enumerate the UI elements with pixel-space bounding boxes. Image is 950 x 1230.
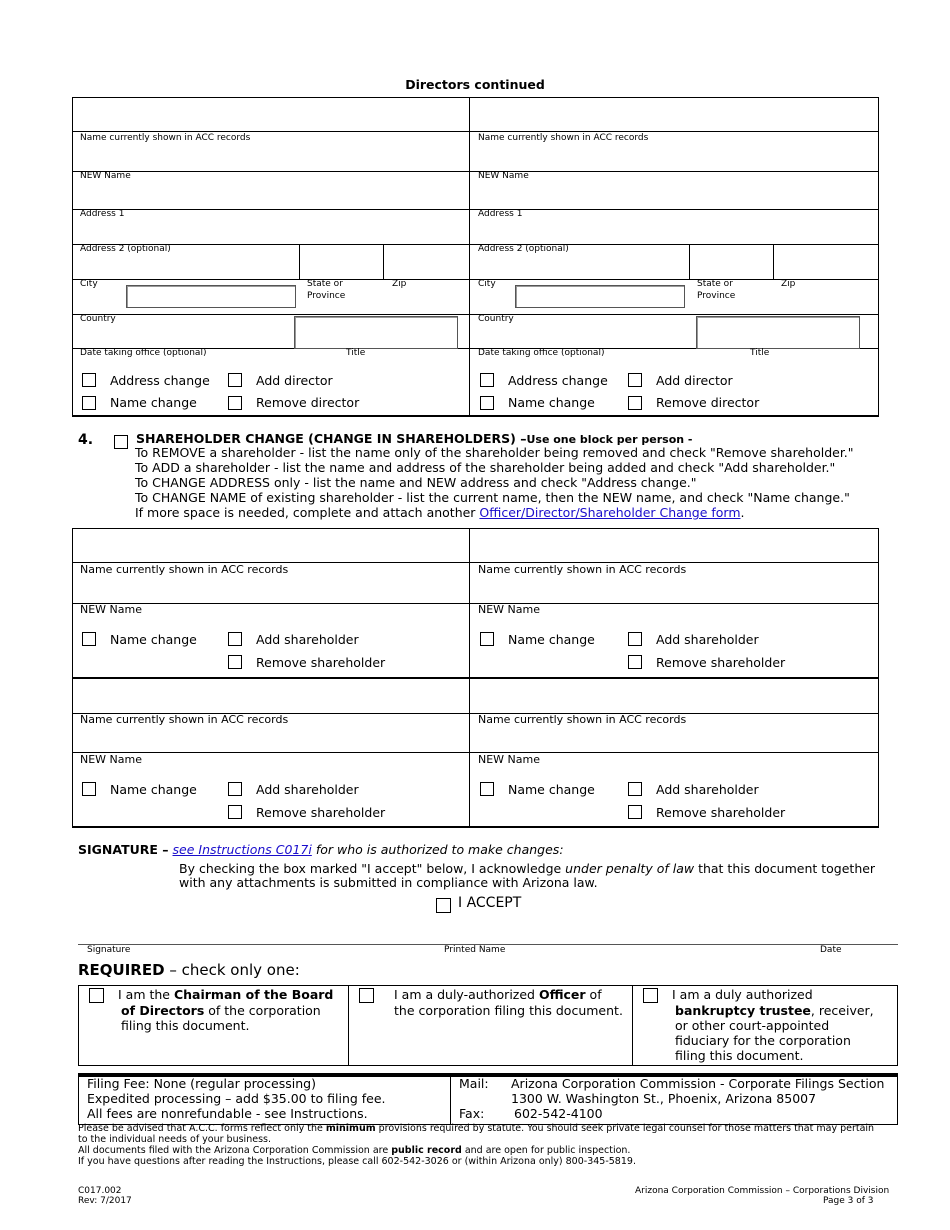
label-province-right: Province: [697, 291, 736, 301]
name-change-label-right: Name change: [508, 395, 595, 410]
instruction-more-space: [135, 505, 745, 520]
address-change-checkbox-left[interactable]: [82, 373, 96, 387]
label-address2-right: Address 2 (optional): [478, 244, 569, 254]
label-city-left: City: [80, 279, 98, 289]
section-heading-note: Use one block per person -: [526, 433, 693, 446]
mail-label: Mail:: [459, 1076, 489, 1091]
chairman-checkbox[interactable]: [89, 988, 104, 1003]
note1-b: minimum: [325, 1123, 376, 1134]
sh2-add-shareholder-checkbox-left[interactable]: [228, 782, 242, 796]
shareholder-change-checkbox[interactable]: [114, 435, 128, 449]
remove-director-checkbox-right[interactable]: [628, 396, 642, 410]
acknowledge-line1: [179, 861, 875, 876]
signature-heading: [78, 842, 564, 857]
sh1-add-shareholder-checkbox-left[interactable]: [228, 632, 242, 646]
address-change-label-right: Address change: [508, 373, 608, 388]
ack-emphasis: under penalty of law: [565, 861, 695, 876]
sh2-current-name-label-right: Name currently shown in ACC records: [478, 713, 687, 726]
expedited-fee: Expedited processing – add $35.00 to filing fee.: [87, 1091, 386, 1106]
name-change-label-left: Name change: [110, 395, 197, 410]
officer-l1-b: Officer: [538, 987, 586, 1002]
trustee-l2-b: , receiver,: [810, 1003, 874, 1018]
agency-name: Arizona Corporation Commission – Corporations Division: [635, 1186, 890, 1196]
sh1-add-shareholder-checkbox-right[interactable]: [628, 632, 642, 646]
sh1-current-name-label-right: Name currently shown in ACC records: [478, 563, 687, 576]
label-zip-right: Zip: [781, 279, 796, 289]
label-date-office-right: Date taking office (optional): [478, 348, 605, 358]
trustee-line3: or other court-appointed: [675, 1018, 830, 1033]
sh2-add-shareholder-label-left: Add shareholder: [256, 782, 359, 797]
label-country-right: Country: [478, 314, 514, 324]
sh1-name-change-label-left: Name change: [110, 632, 197, 647]
city-input-left[interactable]: [126, 285, 296, 308]
label-date-office-left: Date taking office (optional): [80, 348, 207, 358]
note-questions: If you have questions after reading the Instructions, please call 602-542-3026 or (within Arizona only) 800-345-5819.: [78, 1156, 636, 1167]
note-public-record: [78, 1145, 630, 1156]
country-input-right[interactable]: [696, 316, 860, 349]
remove-director-label-left: Remove director: [256, 395, 360, 410]
officer-l1-a: I am a duly-authorized: [394, 987, 539, 1002]
note3-a: All documents filed with the Arizona Corporation Commission are: [78, 1145, 392, 1156]
note1-c: provisions required by statute. You should seek private legal counsel for those matters that may pertain: [375, 1123, 875, 1134]
label-title-left: Title: [346, 348, 366, 358]
label-zip-left: Zip: [392, 279, 407, 289]
trustee-l2-a: bankruptcy trustee: [675, 1003, 811, 1018]
label-new-name-left: NEW Name: [80, 171, 131, 181]
sh2-add-shareholder-checkbox-right[interactable]: [628, 782, 642, 796]
label-city-right: City: [478, 279, 496, 289]
fax-number: 602-542-4100: [514, 1106, 603, 1121]
instruction-change-address: To CHANGE ADDRESS only - list the name and NEW address and check "Address change.": [135, 475, 697, 490]
section-heading-main: SHAREHOLDER CHANGE (CHANGE IN SHAREHOLDERS) –: [136, 431, 527, 446]
sh2-remove-shareholder-label-right: Remove shareholder: [656, 805, 786, 820]
sh2-remove-shareholder-checkbox-left[interactable]: [228, 805, 242, 819]
label-title-right: Title: [750, 348, 770, 358]
add-director-checkbox-left[interactable]: [228, 373, 242, 387]
page-title: Directors continued: [405, 77, 545, 92]
add-director-checkbox-right[interactable]: [628, 373, 642, 387]
note1-a: Please be advised that A.C.C. forms reflect only the: [78, 1123, 326, 1134]
ack-part1: By checking the box marked "I accept" below, I acknowledge: [179, 861, 566, 876]
fees-nonrefundable: All fees are nonrefundable - see Instructions.: [87, 1106, 368, 1121]
label-country-left: Country: [80, 314, 116, 324]
instruction-add: To ADD a shareholder - list the name and address of the shareholder being added and check "Add shareholder.": [135, 460, 836, 475]
label-province-left: Province: [307, 291, 346, 301]
required-heading: [78, 961, 300, 979]
chairman-l2-b: of the corporation: [204, 1003, 321, 1018]
add-director-label-right: Add director: [656, 373, 733, 388]
officer-line1: [394, 987, 602, 1002]
sh2-current-name-label-left: Name currently shown in ACC records: [80, 713, 289, 726]
sh2-new-name-label-left: NEW Name: [80, 753, 143, 766]
sh2-remove-shareholder-checkbox-right[interactable]: [628, 805, 642, 819]
signature-label: SIGNATURE –: [78, 842, 169, 857]
sh2-remove-shareholder-label-left: Remove shareholder: [256, 805, 386, 820]
note-minimum: [78, 1123, 874, 1134]
chairman-l2-a: of Directors: [121, 1003, 205, 1018]
label-address1-left: Address 1: [80, 209, 125, 219]
sh2-name-change-label-left: Name change: [110, 782, 197, 797]
filing-fee: Filing Fee: None (regular processing): [87, 1076, 316, 1091]
signature-suffix: for who is authorized to make changes:: [315, 842, 564, 857]
more-space-prefix: If more space is needed, complete and attach another: [135, 505, 480, 520]
label-state-right: State or: [697, 279, 733, 289]
label-current-name-left: Name currently shown in ACC records: [80, 133, 251, 143]
required-subtitle: – check only one:: [169, 961, 300, 979]
more-space-suffix: .: [740, 505, 745, 520]
sh1-remove-shareholder-label-left: Remove shareholder: [256, 655, 386, 670]
chairman-l1-a: I am the: [118, 987, 174, 1002]
label-state-left: State or: [307, 279, 343, 289]
sh1-add-shareholder-label-left: Add shareholder: [256, 632, 359, 647]
label-new-name-right: NEW Name: [478, 171, 529, 181]
sh1-current-name-label-left: Name currently shown in ACC records: [80, 563, 289, 576]
i-accept-checkbox[interactable]: [436, 898, 451, 913]
address-change-checkbox-right[interactable]: [480, 373, 494, 387]
trustee-line1: I am a duly authorized: [672, 987, 813, 1002]
trustee-line5: filing this document.: [675, 1048, 804, 1063]
fax-label: Fax:: [459, 1106, 485, 1121]
label-current-name-right: Name currently shown in ACC records: [478, 133, 649, 143]
sh1-remove-shareholder-checkbox-right[interactable]: [628, 655, 642, 669]
sh1-remove-shareholder-label-right: Remove shareholder: [656, 655, 786, 670]
trustee-line2: [675, 1003, 874, 1018]
printed-name-line-label: Printed Name: [444, 945, 506, 955]
sh1-new-name-label-right: NEW Name: [478, 603, 541, 616]
label-address1-right: Address 1: [478, 209, 523, 219]
name-change-checkbox-left[interactable]: [82, 396, 96, 410]
trustee-checkbox[interactable]: [643, 988, 658, 1003]
mail-line1: Arizona Corporation Commission - Corporate Filings Section: [511, 1076, 885, 1091]
signature-line-label: Signature: [87, 945, 131, 955]
section-number: 4.: [78, 432, 94, 448]
note3-b: public record: [391, 1145, 462, 1156]
sh1-name-change-checkbox-left[interactable]: [82, 632, 96, 646]
officer-line2: the corporation filing this document.: [394, 1003, 623, 1018]
chairman-line3: filing this document.: [121, 1018, 250, 1033]
sh1-add-shareholder-label-right: Add shareholder: [656, 632, 759, 647]
address-change-label-left: Address change: [110, 373, 210, 388]
page-number: Page 3 of 3: [823, 1196, 874, 1206]
label-address2-left: Address 2 (optional): [80, 244, 171, 254]
change-form-link[interactable]: Officer/Director/Shareholder Change form: [479, 505, 741, 520]
required-title: REQUIRED: [78, 961, 165, 979]
sh2-name-change-label-right: Name change: [508, 782, 595, 797]
country-input-left[interactable]: [294, 316, 458, 349]
chairman-l1-b: Chairman of the Board: [173, 987, 334, 1002]
acknowledge-line2: with any attachments is submitted in compliance with Arizona law.: [179, 875, 598, 890]
note3-c: and are open for public inspection.: [461, 1145, 631, 1156]
date-line-label: Date: [820, 945, 842, 955]
mail-line2: 1300 W. Washington St., Phoenix, Arizona 85007: [511, 1091, 817, 1106]
remove-director-checkbox-left[interactable]: [228, 396, 242, 410]
note-business: to the individual needs of your business.: [78, 1134, 271, 1145]
section-heading: [136, 431, 692, 446]
sh2-add-shareholder-label-right: Add shareholder: [656, 782, 759, 797]
sh2-name-change-checkbox-left[interactable]: [82, 782, 96, 796]
ack-part2: that this document together: [694, 861, 876, 876]
sh1-remove-shareholder-checkbox-left[interactable]: [228, 655, 242, 669]
sh1-new-name-label-left: NEW Name: [80, 603, 143, 616]
name-change-checkbox-right[interactable]: [480, 396, 494, 410]
chairman-line1: [118, 987, 333, 1002]
sh2-new-name-label-right: NEW Name: [478, 753, 541, 766]
i-accept-label: I ACCEPT: [458, 895, 522, 911]
remove-director-label-right: Remove director: [656, 395, 760, 410]
revision: Rev: 7/2017: [78, 1196, 132, 1206]
sh2-name-change-checkbox-right[interactable]: [480, 782, 494, 796]
sh1-name-change-checkbox-right[interactable]: [480, 632, 494, 646]
officer-checkbox[interactable]: [359, 988, 374, 1003]
add-director-label-left: Add director: [256, 373, 333, 388]
city-input-right[interactable]: [515, 285, 685, 308]
instruction-remove: To REMOVE a shareholder - list the name only of the shareholder being removed and check "Remove shareholder.": [135, 445, 854, 460]
officer-l1-c: of: [585, 987, 602, 1002]
sh1-name-change-label-right: Name change: [508, 632, 595, 647]
instruction-change-name: To CHANGE NAME of existing shareholder - list the current name, then the NEW name, and check "Name change.": [135, 490, 850, 505]
chairman-line2: [121, 1003, 321, 1018]
trustee-line4: fiduciary for the corporation: [675, 1033, 851, 1048]
instructions-link[interactable]: see Instructions C017i: [172, 842, 312, 857]
form-number: C017.002: [78, 1186, 122, 1196]
